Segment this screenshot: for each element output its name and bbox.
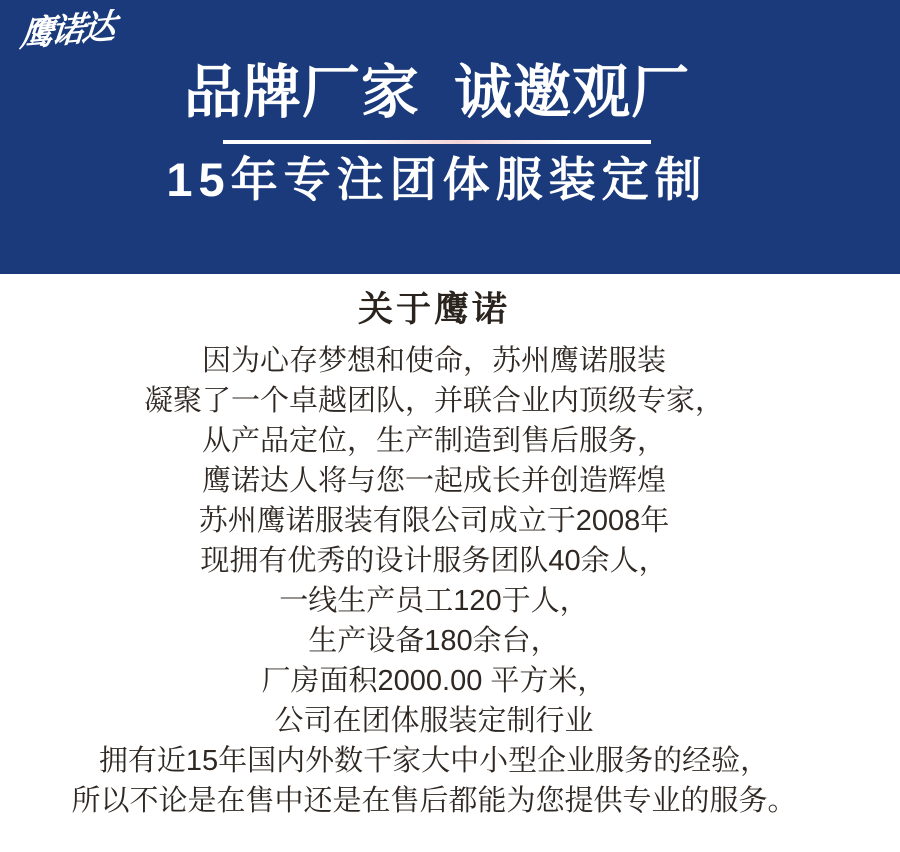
about-line: 所以不论是在售中还是在售后都能为您提供专业的服务。 (71, 785, 797, 817)
about-line: 苏州鹰诺服装有限公司成立于2008年 (198, 505, 670, 537)
banner-divider-line (223, 140, 651, 144)
banner-subtitle: 15年专注团体服装定制 (166, 153, 708, 206)
about-line: 鹰诺达人将与您一起成长并创造辉煌 (201, 465, 666, 497)
about-text-block (0, 341, 884, 821)
about-line: 从产品定位，生产制造到售后服务， (201, 425, 666, 457)
about-line: 厂房面积2000.00 平方米， (261, 665, 607, 697)
about-line: 一线生产员工120于人， (279, 585, 589, 617)
about-heading: 关于鹰诺 (357, 290, 510, 329)
banner-content (0, 0, 887, 206)
about-line: 拥有近15年国内外数千家大中小型企业服务的经验， (98, 745, 770, 777)
about-section (0, 289, 884, 821)
about-line: 现拥有优秀的设计服务团队40余人， (200, 545, 668, 577)
brand-logo-text: 鹰诺达 (18, 7, 115, 55)
about-line: 生产设备180余台， (308, 625, 560, 657)
about-line: 凝聚了一个卓越团队，并联合业内顶级专家， (143, 385, 724, 417)
hero-banner (0, 0, 900, 274)
banner-title: 品牌厂家 诚邀观厂 (183, 60, 691, 125)
about-line: 因为心存梦想和使命，苏州鹰诺服装 (201, 345, 666, 377)
about-line: 公司在团体服装定制行业 (274, 705, 594, 737)
